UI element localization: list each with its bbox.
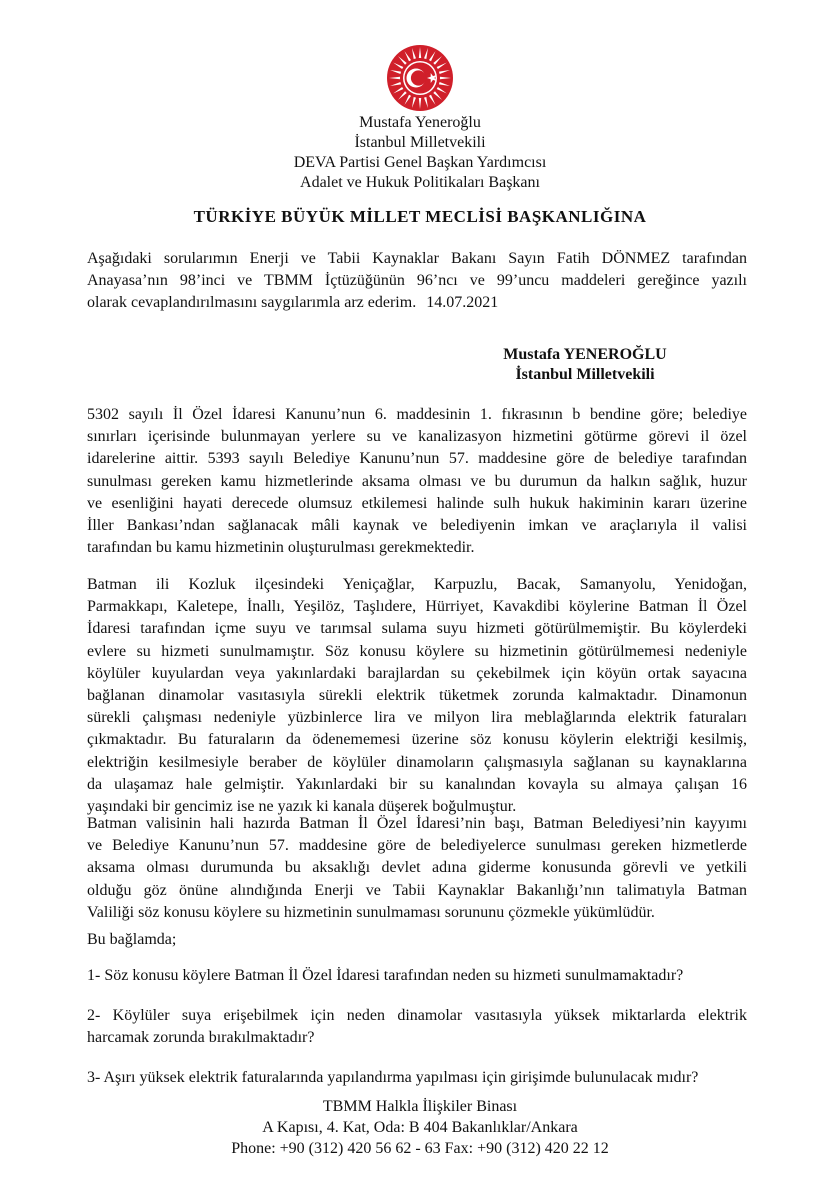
paragraph-context (87, 929, 747, 951)
sender-header (0, 113, 840, 193)
sender-committee-title: Adalet ve Hukuk Politikaları Başkanı (300, 174, 540, 191)
paragraph-line: Parmakkapı, Kaletepe, İnallı, Yeşilöz, Taşlıdere, Hürriyet, Kavakdibi köylerine Batman İl Özel (87, 598, 747, 616)
sender-role: İstanbul Milletvekili (354, 134, 486, 151)
sender-party-title: DEVA Partisi Genel Başkan Yardımcısı (293, 154, 547, 171)
sender-name: Mustafa Yeneroğlu (359, 114, 481, 131)
question-line: harcamak zorunda bırakılmaktadır? (87, 1029, 315, 1047)
document-date: 14.07.2021 (426, 294, 499, 312)
question-1 (87, 965, 747, 987)
intro-line: olarak cevaplandırılmasını saygılarımla arz ederim. (87, 294, 417, 312)
intro-paragraph (87, 248, 747, 315)
paragraph-line: elektriğin kesilmesiyle beraber de köylüler dinamoların çalışmasıyla sağlanan su kaynaklarına (87, 753, 747, 771)
footer-building: TBMM Halkla İlişkiler Binası (322, 1098, 518, 1115)
signature-block (470, 345, 700, 385)
footer-phone-fax: Phone: +90 (312) 420 56 62 - 63 Fax: +90 (312) 420 22 12 (231, 1140, 609, 1157)
paragraph-line: tarafından bu kamu hizmetinin oluşturulması gerekmektedir. (87, 539, 475, 557)
paragraph-line: Batman valisinin hali hazırda Batman İl Özel İdaresi’nin başı, Batman Belediyesi’nin kayyımı (87, 815, 747, 832)
paragraph-line: Batman ili Kozluk ilçesindeki Yeniçağlar, Karpuzlu, Bacak, Samanyolu, Yenidoğan, (87, 576, 747, 593)
paragraph-line: da ulaşamaz hale gelmiştir. Yakınlardaki bir su kanalından kovayla su almaya çalışan 16 (87, 775, 747, 793)
document-title: TÜRKİYE BÜYÜK MİLLET MECLİSİ BAŞKANLIĞINA (193, 207, 647, 226)
tbmm-seal-icon (386, 44, 454, 112)
paragraph-line: sunulması gereken kamu hizmetlerinde aksama olması ve bu durumun da halkın sağlık, huzur (87, 472, 747, 490)
paragraph-line: İdaresi tarafından içme suyu ve tarımsal sulama suyu hizmeti götürülmemiştir. Bu köylerdeki (87, 620, 747, 638)
paragraph-line: olduğu göz önüne alındığında Enerji ve Tabii Kaynaklar Bakanlığı’nın talimatıyla Batman (87, 881, 747, 899)
paragraph-responsibility (87, 813, 747, 924)
paragraph-line: evlere su hizmeti sunulmamıştır. Söz konusu köylere su hizmetinin götürülmemesi nedeniyle (87, 642, 747, 660)
question-2 (87, 1005, 747, 1049)
paragraph-situation (87, 574, 747, 818)
paragraph-line: sınırları içerisinde bulunmayan yerlere su ve kanalizasyon hizmetini götürme görevi il özel (87, 428, 747, 446)
question-line: 2- Köylüler suya erişebilmek için neden dinamolar vasıtasıyla yüksek miktarlarda elektrik (87, 1007, 747, 1024)
signature-name: Mustafa YENEROĞLU (503, 346, 667, 363)
question-line: 1- Söz konusu köylere Batman İl Özel İdaresi tarafından neden su hizmeti sunulmamaktadır? (87, 967, 684, 984)
paragraph-line: idarelerine aittir. 5393 sayılı Belediye Kanunu’nun 57. maddesine göre de belediye tarafından (87, 450, 747, 468)
paragraph-line: çıkmaktadır. Bu faturaların da ödenememesi üzerine söz konusu köylerin elektriği kesilmiş, (87, 731, 747, 749)
paragraph-line: 5302 sayılı İl Özel İdaresi Kanunu’nun 6. maddesinin 1. fıkrasının b bendine göre; belediye (87, 406, 747, 423)
paragraph-line: ve Belediye Kanunu’nun 57. maddesine göre de belediyelerce sunulması gereken hizmetlerde (87, 837, 747, 855)
question-line: 3- Aşırı yüksek elektrik faturalarında yapılandırma yapılması için girişimde bulunulacak mıdır? (87, 1069, 699, 1086)
intro-line: Anayasa’nın 98’inci ve TBMM İçtüzüğünün 96’ncı ve 99’uncu maddeleri gereğince yazılı (87, 272, 747, 290)
signature-role: İstanbul Milletvekili (515, 366, 655, 383)
intro-line-with-date (87, 292, 747, 314)
paragraph-line: bağlanan dinamolar vasıtasıyla sürekli elektrik tüketmek zorunda kalmaktadır. Dinamonun (87, 687, 747, 705)
paragraph-line: aksama olması durumunda bu aksaklığı devlet adına giderme konusunda görevli ve yetkili (87, 859, 747, 877)
paragraph-line: Bu bağlamda; (87, 931, 177, 948)
intro-line: Aşağıdaki sorularımın Enerji ve Tabii Kaynaklar Bakanı Sayın Fatih DÖNMEZ tarafından (87, 250, 747, 267)
paragraph-line: sürekli çalışması nedeniyle yüzbinlerce lira ve milyon lira meblağlarında elektrik faturaları (87, 709, 747, 727)
paragraph-line: köylüler kuyulardan veya yakınlardaki barajlardan su çekebilmek için köyün ortak sayacına (87, 664, 747, 682)
footer-address: A Kapısı, 4. Kat, Oda: B 404 Bakanlıklar/Ankara (262, 1119, 578, 1136)
paragraph-line: Valiliği söz konusu köylere su hizmetinin sunulmaması sorununu çözmekle yükümlüdür. (87, 903, 655, 921)
paragraph-legal-basis (87, 404, 747, 559)
paragraph-line: yaşındaki bir gencimiz ise ne yazık ki kanala düşerek boğulmuştur. (87, 798, 517, 816)
paragraph-line: İller Bankası’ndan sağlanacak mâli kaynak ve belediyenin imkan ve araçlarıyla il valisi (87, 517, 747, 535)
paragraph-line: ve esenliğini hayati derecede olumsuz etkilemesi halinde sulh hukuk hakiminin kararı üzerine (87, 494, 747, 512)
question-3 (87, 1067, 747, 1089)
footer-contact (0, 1096, 840, 1159)
